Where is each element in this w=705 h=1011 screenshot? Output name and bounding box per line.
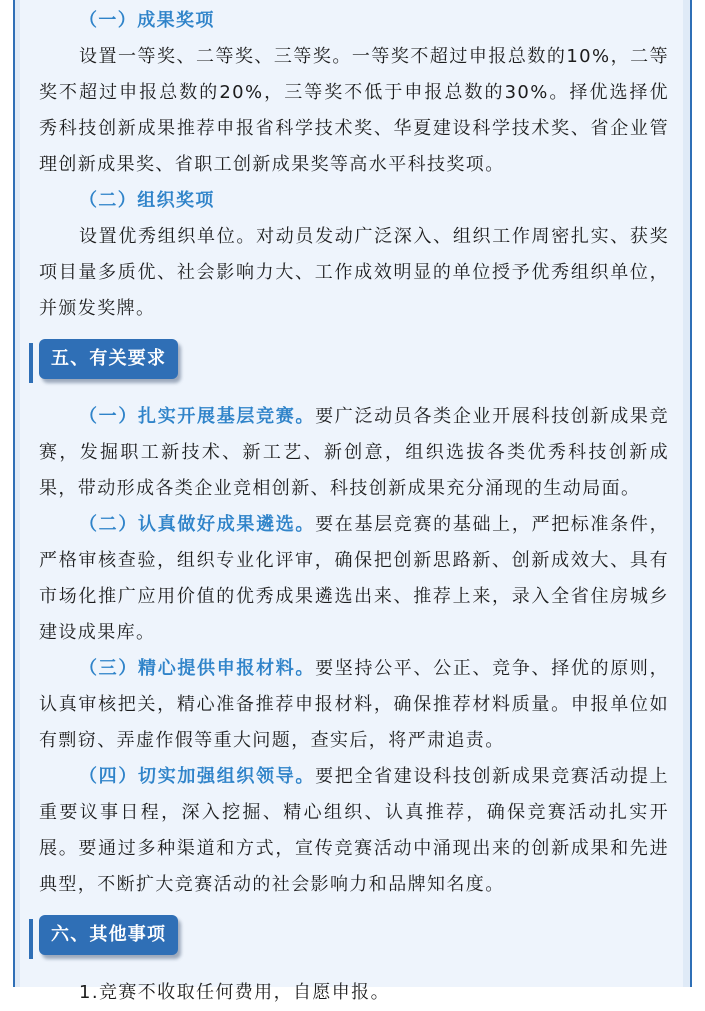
requirement-item-4-lead: （四）切实加强组织领导。 [79, 766, 316, 787]
left-border-decoration [0, 0, 20, 987]
requirement-item-3-body: 要坚持公平、公正、竞争、择优的原则，认真审核把关，精心准备推荐申报材料，确保推荐材料质量。申报单位如有剽窃、弄虚作假等重大问题，查实后，将严肃追责。 [39, 658, 669, 751]
requirement-item-1 [39, 399, 669, 507]
requirement-item-1-lead: （一）扎实开展基层竞赛。 [79, 406, 316, 427]
section-header-accent-bar [29, 343, 33, 383]
paragraph-organization-awards: 设置优秀组织单位。对动员发动广泛深入、组织工作周密扎实、获奖项目量多质优、社会影响力大、工作成效明显的单位授予优秀组织单位，并颁发奖牌。 [39, 226, 669, 319]
requirement-item-4 [39, 759, 669, 903]
other-matters-item-1: 1.竞赛不收取任何费用，自愿申报。 [79, 982, 390, 1003]
section-header-accent-bar [29, 919, 33, 959]
section-header-requirements [29, 339, 669, 389]
requirement-item-3-lead: （三）精心提供申报材料。 [79, 658, 316, 679]
requirement-item-1-body: 要广泛动员各类企业开展科技创新成果竞赛，发掘职工新技术、新工艺、新创意，组织选拔各类优秀科技创新成果，带动形成各类企业竞相创新、科技创新成果充分涌现的生动局面。 [39, 406, 669, 499]
article-body [39, 3, 669, 1011]
subheading-achievement-awards: （一）成果奖项 [79, 10, 215, 31]
requirement-item-2-body: 要在基层竞赛的基础上，严把标准条件，严格审核查验，组织专业化评审，确保把创新思路新、创新成效大、具有市场化推广应用价值的优秀成果遴选出来、推荐上来，录入全省住房城乡建设成果库。 [39, 514, 669, 643]
requirement-item-4-body: 要把全省建设科技创新成果竞赛活动提上重要议事日程，深入挖掘、精心组织、认真推荐，确保竞赛活动扎实开展。要通过多种渠道和方式，宣传竞赛活动中涌现出来的创新成果和先进典型，不断扩大竞赛活动的社会影响力和品牌知名度。 [39, 766, 669, 895]
paragraph-achievement-awards: 设置一等奖、二等奖、三等奖。一等奖不超过申报总数的10%，二等奖不超过申报总数的20%，三等奖不低于申报总数的30%。择优选择优秀科技创新成果推荐申报省科学技术奖、华夏建设科学技术奖、省企业管理创新成果奖、省职工创新成果奖等高水平科技奖项。 [39, 46, 669, 175]
section-title-other-matters: 六、其他事项 [39, 915, 178, 955]
requirement-item-2-lead: （二）认真做好成果遴选。 [79, 514, 316, 535]
section-header-other-matters [29, 915, 669, 965]
right-border-decoration [683, 0, 705, 987]
requirement-item-3 [39, 651, 669, 759]
subheading-organization-awards: （二）组织奖项 [79, 190, 215, 211]
requirement-item-2 [39, 507, 669, 651]
section-title-requirements: 五、有关要求 [39, 339, 178, 379]
